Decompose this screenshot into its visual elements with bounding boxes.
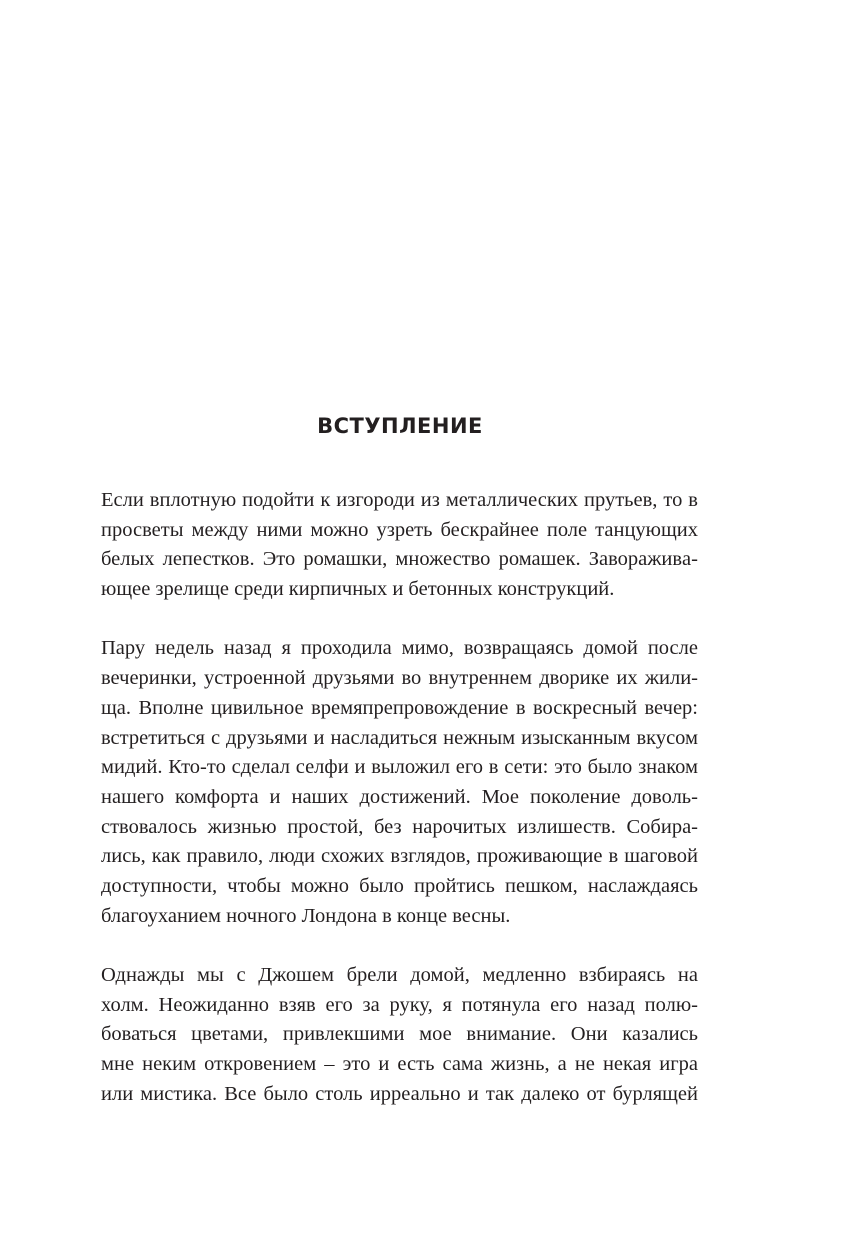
text-line: доступности, чтобы можно было пройтись пешком, наслаждаясь — [101, 874, 698, 897]
text-line: мидий. Кто-то сделал селфи и выложил его в сети: это было знаком — [101, 756, 698, 779]
text-line: встретиться с друзьями и насладиться нежным изысканным вкусом — [101, 726, 698, 749]
chapter-title: ВСТУПЛЕНИЕ — [317, 414, 483, 438]
text-line: или мистика. Все было столь ирреально и так далеко от бурлящей — [101, 1082, 698, 1105]
text-line: Пару недель назад я проходила мимо, возвращаясь домой после — [101, 637, 698, 660]
text-line: мне неким откровением – это и есть сама жизнь, а не некая игра — [101, 1053, 698, 1076]
text-line: Однажды мы с Джошем брели домой, медленно взбираясь на — [101, 964, 698, 986]
text-line: ща. Вполне цивильное времяпрепровождение в воскресный вечер: — [101, 696, 698, 719]
body-text — [101, 486, 698, 1139]
paragraph-2 — [101, 634, 698, 931]
text-line: просветы между ними можно узреть бескрайнее поле танцующих — [101, 518, 698, 541]
text-line: вечеринки, устроенной друзьями во внутреннем дворике их жили- — [101, 667, 698, 690]
paragraph-3 — [101, 961, 698, 1109]
text-line: лись, как правило, люди схожих взглядов, проживающие в шаговой — [101, 845, 698, 868]
text-line: ствовалось жизнью простой, без нарочитых излишеств. Собира- — [101, 815, 698, 838]
text-line: Если вплотную подойти к изгороди из металлических прутьев, то в — [101, 489, 698, 511]
paragraph-1 — [101, 486, 698, 605]
text-line: благоуханием ночного Лондона в конце весны. — [101, 904, 511, 927]
text-line: ющее зрелище среди кирпичных и бетонных конструкций. — [101, 578, 615, 601]
text-line: нашего комфорта и наших достижений. Мое поколение доволь- — [101, 785, 698, 808]
text-line: боваться цветами, привлекшими мое внимание. Они казались — [101, 1023, 698, 1046]
text-line: холм. Неожиданно взяв его за руку, я потянула его назад полю- — [101, 993, 698, 1016]
text-line: белых лепестков. Это ромашки, множество ромашек. Завораживa- — [101, 548, 698, 571]
